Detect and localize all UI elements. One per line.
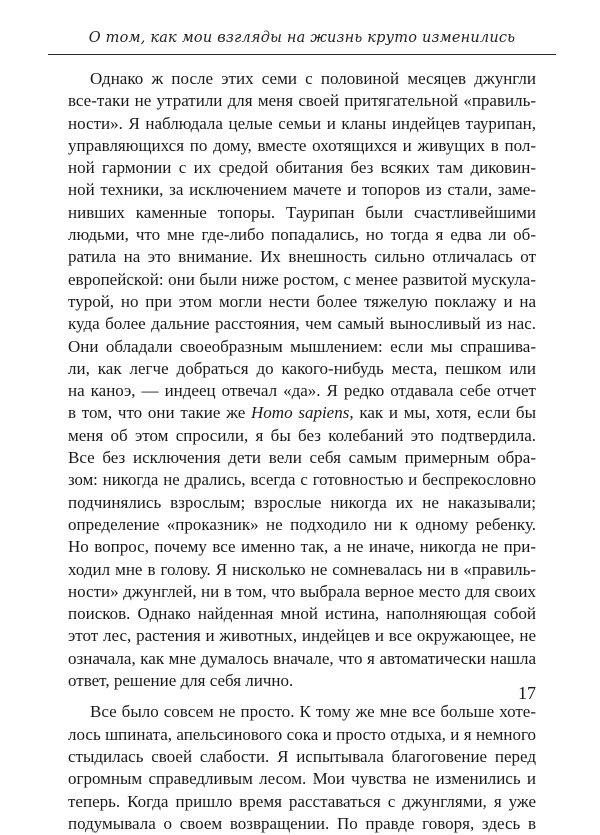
text-line: означала, как мне думалось вначале, что я автоматически нашла	[68, 648, 536, 668]
text-line: ходил мне в голову. Я нисколько не сомневалась ни в «правиль-	[68, 559, 536, 579]
text-line: этот лес, растения и животных, индейцев и все окружающее, не	[68, 626, 536, 646]
text-line: подумывала о своем возвращении. По правде говоря, здесь в	[68, 813, 536, 833]
text-line: ратила на это внимание. Их внешность сильно отличалась от	[68, 247, 536, 267]
text-line: европейской: они были ниже ростом, с менее развитой мускула-	[68, 269, 536, 289]
latin-term: Homo sapiens	[251, 403, 350, 423]
text-line: определение «проказник» не подходило ни к одному ребенку.	[68, 514, 536, 534]
text-line: управляющихся по дому, вместе охотящихся и живущих в пол-	[68, 135, 536, 155]
text-line: огромным справедливым лесом. Мои чувства не изменились и	[68, 769, 536, 789]
text-line: турой, но при этом могли нести более тяжелую поклажу и на	[68, 291, 536, 311]
text-line: ной техники, за исключением мачете и топоров из стали, заме-	[68, 180, 536, 200]
text-line: поисков. Однако найденная мной истина, наполняющая собой	[68, 604, 536, 624]
page-number: 17	[518, 683, 536, 703]
text-line: ности» джунглей, ни в том, что выбрала верное место для своих	[68, 581, 536, 601]
text-line: Однако ж после этих семи с половиной месяцев джунгли	[90, 69, 536, 88]
text-line: ной гармонии с их средой обитания без всяких там диковин-	[68, 158, 536, 178]
text-line: зом: никогда не дрались, всегда с готовностью и беспрекословно	[68, 470, 536, 490]
text-line: в том, что они такие же Homo sapiens, как и мы, хотя, если бы	[68, 403, 536, 423]
paragraph-2	[68, 701, 536, 835]
text-line: куда более дальние расстояния, чем самый выносливый из нас.	[68, 314, 536, 334]
text-line: Все было совсем не просто. К тому же мне все больше хоте-	[90, 702, 536, 722]
text-line: Все без исключения дети вели себя самым примерным обра-	[68, 448, 536, 468]
running-head: О том, как мои взгляды на жизнь круто изменились	[88, 30, 516, 46]
text-line: на каноэ, — индеец отвечал «да». Я редко отдавала себе отчет	[68, 381, 536, 401]
text-line: ли, как легче добраться до какого-нибудь места, пешком или	[68, 358, 536, 378]
text-line: Но вопрос, почему все именно так, а не иначе, никогда не при-	[68, 537, 536, 557]
text-line: стыдилась своей слабости. Я испытывала благоговение перед	[68, 746, 536, 766]
text-line: подчинялись взрослым; взрослые никогда их не наказывали;	[68, 492, 536, 512]
body-text	[68, 68, 536, 835]
text-line: все-таки не утратили для меня своей притягательной «правиль-	[68, 91, 536, 111]
text-line: людьми, что мне где-либо попадались, но тогда я едва ли об-	[68, 225, 536, 245]
paragraph-gap	[68, 692, 536, 701]
text-line: ответ, решение для себя лично.	[68, 671, 294, 691]
text-line: ности». Я наблюдала целые семьи и кланы индейцев таурипан,	[68, 113, 536, 133]
text-line: теперь. Когда пришло время расставаться с джунглями, я уже	[68, 791, 536, 811]
header-rule	[48, 54, 556, 55]
text-line: Они обладали своеобразным мышлением: если мы спрашива-	[68, 336, 536, 356]
paragraph-1	[68, 68, 536, 692]
text-line: лось шпината, апельсинового сока и просто отдыха, и я немного	[68, 724, 536, 744]
text-line: меня об этом спросили, я бы без колебаний это подтвердила.	[68, 425, 536, 445]
text-line: нивших каменные топоры. Таурипан были счастливейшими	[68, 202, 536, 222]
